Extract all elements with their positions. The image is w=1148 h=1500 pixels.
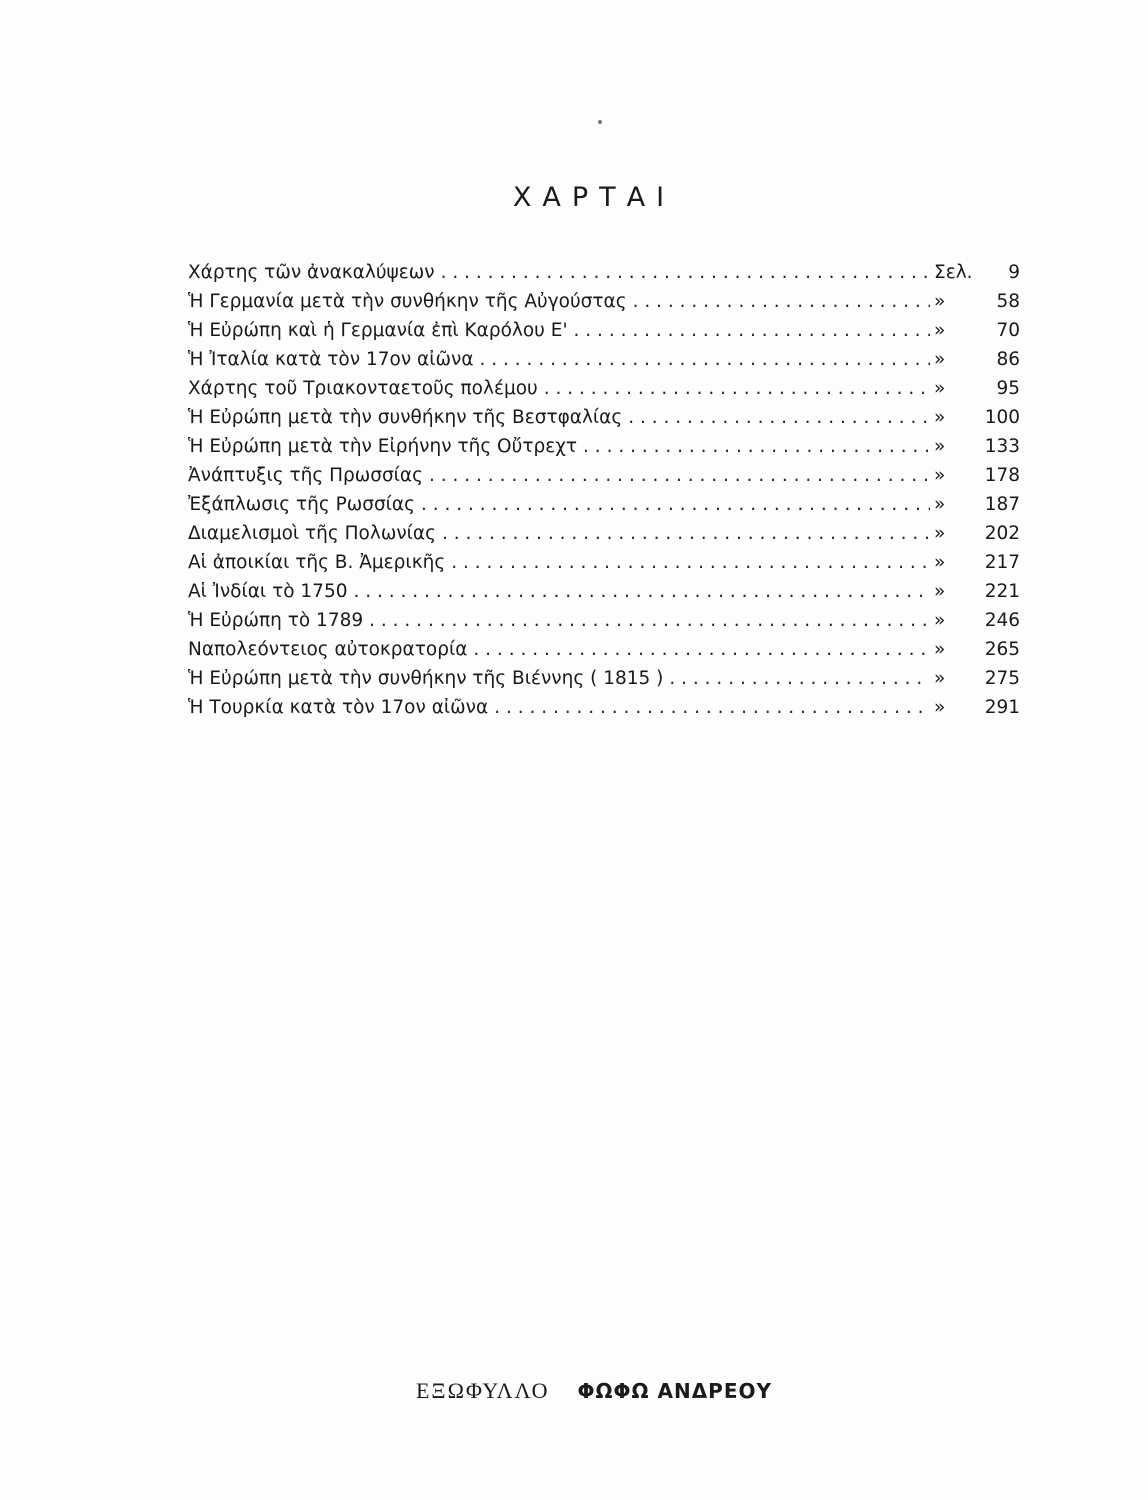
dot-leader bbox=[577, 436, 930, 457]
toc-entry-page-prefix: » bbox=[934, 320, 946, 341]
toc-entry-title: Ἡ Εὐρώπη μετὰ τὴν συνθήκην τῆς Βιέννης ( 1815 ) bbox=[188, 668, 664, 689]
dot-leader bbox=[568, 320, 930, 341]
toc-entry-page-number: 178 bbox=[984, 465, 1020, 486]
toc-entry-title: Ἡ Τουρκία κατὰ τὸν 17ον αἰῶνα bbox=[188, 697, 489, 718]
toc-entry-page-prefix: » bbox=[934, 639, 946, 660]
toc-entry-page-prefix: » bbox=[934, 581, 946, 602]
cover-credit-label: ΕΞΩΦΥΛΛΟ bbox=[415, 1378, 550, 1403]
dot-leader bbox=[415, 494, 930, 515]
toc-entry-page-number: 86 bbox=[996, 349, 1020, 370]
toc-entry-page-number: 291 bbox=[984, 697, 1020, 718]
toc-entry-page-prefix: » bbox=[934, 697, 946, 718]
toc-entry-page-prefix: » bbox=[934, 465, 946, 486]
toc-entry-title: Αἱ ἀποικίαι τῆς Β. Ἀμερικῆς bbox=[188, 552, 446, 573]
toc-entry-page-prefix: » bbox=[934, 523, 946, 544]
toc-entry-page-number: 221 bbox=[984, 581, 1020, 602]
toc-entry-page-number: 58 bbox=[996, 291, 1020, 312]
toc-entry-title: Αἱ Ἰνδίαι τὸ 1750 bbox=[188, 581, 348, 602]
cover-credit-name: ΦΩΦΩ ΑΝΔΡΕΟΥ bbox=[577, 1379, 772, 1403]
toc-entry bbox=[188, 436, 1020, 465]
dot-leader bbox=[348, 581, 931, 602]
toc-entry-page-number: 133 bbox=[984, 436, 1020, 457]
dot-leader bbox=[627, 291, 930, 312]
toc-entry-page-prefix: » bbox=[934, 668, 946, 689]
dot-leader bbox=[363, 610, 930, 631]
toc-entry-page-number: 246 bbox=[984, 610, 1020, 631]
dot-leader bbox=[436, 523, 930, 544]
toc-entry bbox=[188, 407, 1020, 436]
toc-entry-page-prefix: » bbox=[934, 378, 946, 399]
dot-leader bbox=[423, 465, 930, 486]
toc-entry-page-number: 202 bbox=[984, 523, 1020, 544]
toc-entry-page-prefix: » bbox=[934, 494, 946, 515]
toc-entry bbox=[188, 668, 1020, 697]
dot-leader bbox=[622, 407, 930, 428]
toc-entry-title: Ἡ Εὐρώπη καὶ ἡ Γερμανία ἐπὶ Καρόλου Ε' bbox=[188, 320, 568, 341]
toc-entry-title: Ἡ Γερμανία μετὰ τὴν συνθήκην τῆς Αὐγούστας bbox=[188, 291, 627, 312]
toc-entry-page-prefix: » bbox=[934, 291, 946, 312]
dot-leader bbox=[445, 552, 930, 573]
cover-credit bbox=[0, 1378, 1148, 1404]
dot-leader bbox=[467, 639, 930, 660]
toc-entry bbox=[188, 465, 1020, 494]
toc-entry-page-number: 95 bbox=[996, 378, 1020, 399]
dot-leader bbox=[663, 668, 930, 689]
toc-entry bbox=[188, 552, 1020, 581]
toc-entry-title: Ἐξάπλωσις τῆς Ρωσσίας bbox=[188, 494, 415, 515]
dot-leader bbox=[435, 262, 930, 283]
toc-entry-title: Ἀνάπτυξις τῆς Πρωσσίας bbox=[188, 465, 423, 486]
toc-entry-page-prefix: » bbox=[934, 436, 946, 457]
toc-entry-page-number: 70 bbox=[996, 320, 1020, 341]
toc-entry-title: Ἡ Ἰταλία κατὰ τὸν 17ον αἰῶνα bbox=[188, 349, 474, 370]
dot-leader bbox=[488, 697, 930, 718]
toc-entry bbox=[188, 494, 1020, 523]
dot-leader bbox=[474, 349, 930, 370]
toc-entry bbox=[188, 697, 1020, 726]
toc-entry bbox=[188, 523, 1020, 552]
toc-entry-page-prefix: » bbox=[934, 610, 946, 631]
toc-entry-page-number: 275 bbox=[984, 668, 1020, 689]
toc-entry-page-prefix: Σελ. bbox=[934, 262, 973, 283]
toc-entry bbox=[188, 581, 1020, 610]
toc-entry-page-prefix: » bbox=[934, 552, 946, 573]
toc-entry-title: Χάρτης τοῦ Τριακονταετοῦς πολέμου bbox=[188, 378, 538, 399]
toc-entry-page-number: 187 bbox=[984, 494, 1020, 515]
maps-index-list bbox=[188, 262, 1020, 726]
dot-leader bbox=[538, 378, 930, 399]
toc-entry bbox=[188, 610, 1020, 639]
toc-entry bbox=[188, 262, 1020, 291]
speck-mark bbox=[598, 120, 602, 124]
toc-entry bbox=[188, 378, 1020, 407]
toc-entry-page-number: 217 bbox=[984, 552, 1020, 573]
toc-entry-title: Ναπολεόντειος αὐτοκρατορία bbox=[188, 639, 468, 660]
toc-entry-page-number: 9 bbox=[1008, 262, 1020, 283]
toc-entry-title: Ἡ Εὐρώπη μετὰ τὴν Εἰρήνην τῆς Οὔτρεχτ bbox=[188, 436, 578, 457]
toc-entry-title: Διαμελισμοὶ τῆς Πολωνίας bbox=[188, 523, 436, 544]
toc-entry bbox=[188, 291, 1020, 320]
toc-entry-page-prefix: » bbox=[934, 349, 946, 370]
toc-entry bbox=[188, 320, 1020, 349]
toc-entry-title: Χάρτης τῶν ἀνακαλύψεων bbox=[188, 262, 435, 283]
toc-entry bbox=[188, 349, 1020, 378]
toc-entry-page-number: 100 bbox=[984, 407, 1020, 428]
toc-entry-title: Ἡ Εὐρώπη τὸ 1789 bbox=[188, 610, 364, 631]
toc-entry-page-prefix: » bbox=[934, 407, 946, 428]
toc-entry bbox=[188, 639, 1020, 668]
toc-entry-page-number: 265 bbox=[984, 639, 1020, 660]
toc-entry-title: Ἡ Εὐρώπη μετὰ τὴν συνθήκην τῆς Βεστφαλίας bbox=[188, 407, 623, 428]
page-title: ΧΑΡΤΑΙ bbox=[512, 182, 676, 213]
